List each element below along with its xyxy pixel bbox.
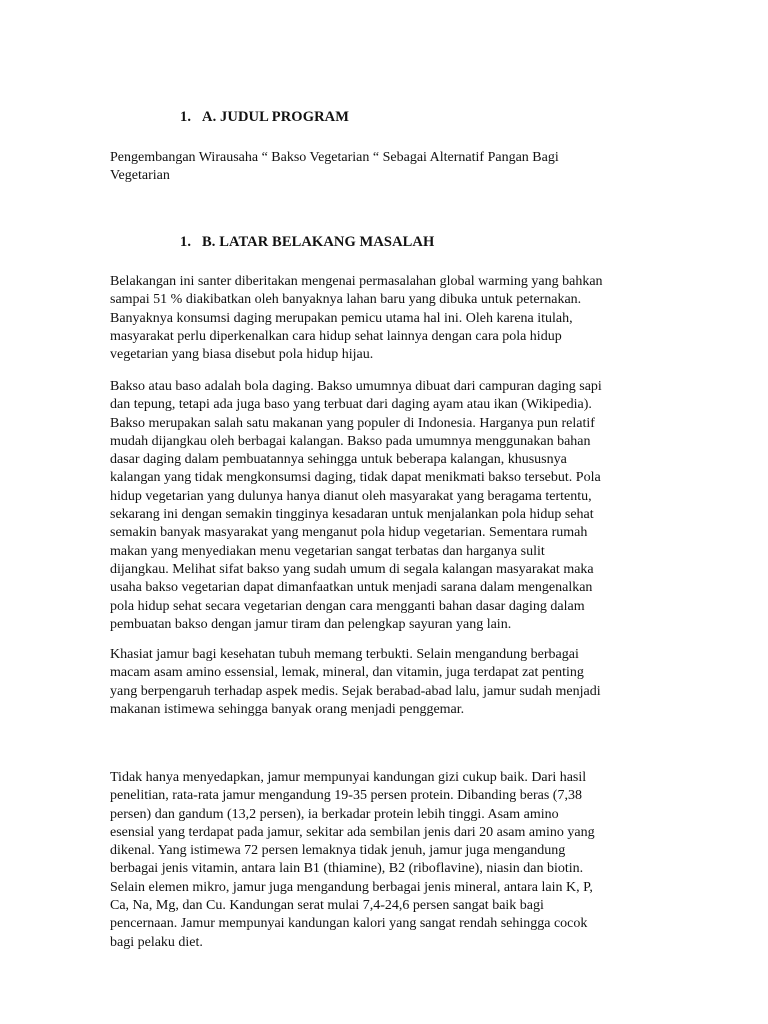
text-line: berbagai jenis vitamin, antara lain B1 (thiamine), B2 (riboflavine), niasin dan biotin. [110, 861, 584, 877]
text-line: usaha bakso vegetarian dapat dimanfaatkan untuk menjadi sarana dalam mengenalkan [110, 580, 593, 596]
text-line: Ca, Na, Mg, dan Cu. Kandungan serat mulai 7,4-24,6 persen sangat baik bagi [110, 898, 544, 914]
heading-judul-program [180, 109, 349, 126]
text-line: Vegetarian [110, 168, 170, 184]
text-line: Tidak hanya menyedapkan, jamur mempunyai kandungan gizi cukup baik. Dari hasil [110, 770, 587, 785]
paragraph-program-title [110, 149, 670, 186]
heading-number: 1. [180, 109, 192, 125]
text-line: esensial yang terdapat pada jamur, sekitar ada sembilan jenis dari 20 asam amino yang [110, 824, 595, 840]
text-line: persen) dan gandum (13,2 persen), ia berkadar protein lebih tinggi. Asam amino [110, 806, 559, 822]
text-line: penelitian, rata-rata jamur mengandung 19-35 persen protein. Dibanding beras (7,38 [110, 788, 582, 804]
text-line: sekarang ini dengan semakin tingginya kesadaran untuk menjalankan pola hidup sehat [110, 507, 594, 523]
text-line: pembuatan bakso dengan jamur tiram dan pelengkap sayuran yang lain. [110, 616, 512, 632]
text-line: mudah dijangkau oleh berbagai kalangan. Bakso pada umumnya menggunakan bahan [110, 433, 591, 449]
text-line: dasar daging dalam pembuatannya sehingga untuk beberapa kalangan, khususnya [110, 452, 567, 468]
paragraph-background-2 [110, 378, 670, 634]
text-line: makan yang menyediakan menu vegetarian sangat terbatas dan harganya sulit [110, 543, 545, 559]
text-line: Pengembangan Wirausaha “ Bakso Vegetarian “ Sebagai Alternatif Pangan Bagi [110, 150, 559, 165]
text-line: pencernaan. Jamur mempunyai kandungan kalori yang sangat rendah sehingga cocok [110, 916, 588, 932]
text-line: Banyaknya konsumsi daging merupakan pemicu utama hal ini. Oleh karena itulah, [110, 310, 573, 326]
text-line: dijangkau. Melihat sifat bakso yang sudah umum di segala kalangan masyarakat maka [110, 561, 594, 577]
heading-latar-belakang [180, 234, 434, 251]
text-line: vegetarian yang biasa disebut pola hidup hijau. [110, 347, 374, 363]
text-line: yang berpengaruh terhadap aspek medis. Sejak berabad-abad lalu, jamur sudah menjadi [110, 683, 601, 699]
text-line: dan tepung, tetapi ada juga baso yang terbuat dari daging ayam atau ikan (Wikipedia). [110, 397, 592, 413]
heading-number: 1. [180, 234, 192, 250]
text-line: bagi pelaku diet. [110, 934, 203, 950]
heading-text: B. LATAR BELAKANG MASALAH [202, 234, 435, 250]
text-line: Bakso merupakan salah satu makanan yang populer di Indonesia. Harganya pun relatif [110, 415, 595, 431]
text-line: masyarakat perlu diperkenalkan cara hidup sehat lainnya dengan cara pola hidup [110, 328, 562, 344]
text-line: macam asam amino essensial, lemak, mineral, dan vitamin, juga terdapat zat penting [110, 665, 584, 681]
text-line: makanan istimewa sehingga banyak orang menjadi penggemar. [110, 701, 465, 717]
text-line: hidup vegetarian yang dulunya hanya dianut oleh masyarakat yang beragama tertentu, [110, 488, 592, 504]
paragraph-background-1 [110, 273, 670, 364]
text-line: Khasiat jamur bagi kesehatan tubuh memang terbukti. Selain mengandung berbagai [110, 647, 579, 662]
paragraph-mushroom-benefits [110, 646, 670, 719]
heading-text: A. JUDUL PROGRAM [202, 109, 349, 125]
text-line: kalangan yang tidak mengkonsumsi daging, tidak dapat menikmati bakso tersebut. Pola [110, 470, 601, 486]
paragraph-mushroom-nutrition [110, 769, 670, 952]
text-line: Belakangan ini santer diberitakan mengenai permasalahan global warming yang bahkan [110, 274, 603, 289]
text-line: dikenal. Yang istimewa 72 persen lemaknya tidak jenuh, jamur juga mengandung [110, 843, 566, 859]
text-line: Selain elemen mikro, jamur juga mengandung berbagai jenis mineral, antara lain K, P, [110, 879, 593, 895]
text-line: Bakso atau baso adalah bola daging. Bakso umumnya dibuat dari campuran daging sapi [110, 379, 602, 394]
text-line: sampai 51 % diakibatkan oleh banyaknya lahan baru yang dibuka untuk peternakan. [110, 292, 582, 308]
text-line: semakin banyak masyarakat yang menganut pola hidup vegetarian. Sementara rumah [110, 525, 588, 541]
text-line: pola hidup sehat secara vegetarian dengan cara mengganti bahan dasar daging dalam [110, 598, 585, 614]
